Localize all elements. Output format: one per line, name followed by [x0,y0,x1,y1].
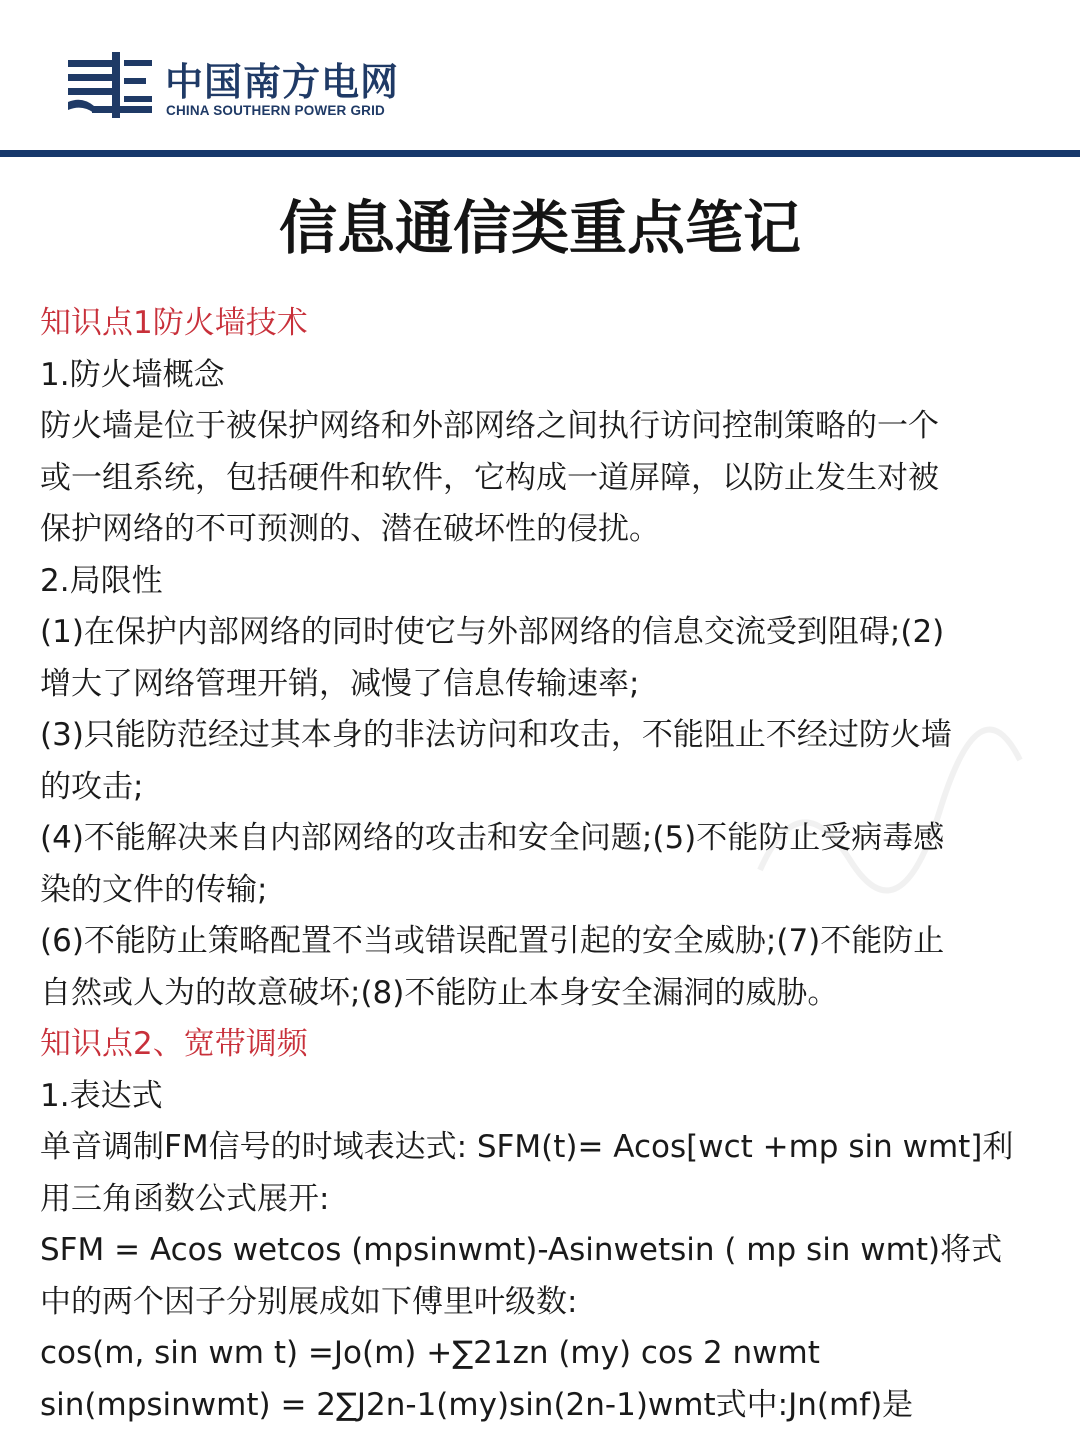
text-line: cos(m, sin wm t) =Jo(m) +∑21zn (my) cos 2 nwmt [40,1335,820,1371]
text-line: 的攻击; [40,768,144,805]
brand-name-en: CHINA SOUTHERN POWER GRID [166,103,386,118]
section-heading: 知识点1防火墙技术 [40,305,308,341]
text-line: 或一组系统，包括硬件和软件，它构成一道屏障，以防止发生对被 [40,459,939,496]
text-line: 2.局限性 [40,562,163,599]
header-divider [0,150,1080,157]
text-line: 中的两个因子分别展成如下傅里叶级数: [40,1283,578,1320]
page-header [0,0,1080,152]
text-line: (1)在保护内部网络的同时使它与外部网络的信息交流受到阻碍;(2) [40,614,945,650]
text-line: 1.表达式 [40,1077,163,1114]
document-title: 信息通信类重点笔记 [278,194,801,262]
text-line: (3)只能防范经过其本身的非法访问和攻击，不能阻止不经过防火墙 [40,717,952,753]
text-line: 染的文件的传输; [40,871,268,908]
text-line: 1.防火墙概念 [40,356,225,393]
csg-logo-icon [68,52,152,118]
brand-name-cn: 中国南方电网 [165,60,400,104]
text-line: sin(mpsinwmt) = 2∑J2n-1(my)sin(2n-1)wmt式中:Jn(mf)是 [40,1386,914,1423]
text-line: 单音调制FM信号的时域表达式: SFM(t)= Acos[wct +mp sin wmt]利 [40,1129,1014,1165]
text-line: 自然或人为的故意破坏;(8)不能防止本身安全漏洞的威胁。 [40,974,839,1011]
text-line: (4)不能解决来自内部网络的攻击和安全问题;(5)不能防止受病毒感 [40,820,945,856]
text-line: 增大了网络管理开销，减慢了信息传输速率; [40,665,640,702]
section-heading: 知识点2、宽带调频 [40,1026,308,1062]
text-line: SFM = Acos wetcos (mpsinwmt)-Asinwetsin ( mp sin wmt)将式 [40,1232,1003,1268]
text-line: 保护网络的不可预测的、潜在破坏性的侵扰。 [40,511,660,547]
document-body [40,298,1050,1431]
text-line: 用三角函数公式展开: [40,1180,330,1217]
text-line: (6)不能防止策略配置不当或错误配置引起的安全威胁;(7)不能防止 [40,923,945,959]
text-line: 防火墙是位于被保护网络和外部网络之间执行访问控制策略的一个 [40,408,939,444]
